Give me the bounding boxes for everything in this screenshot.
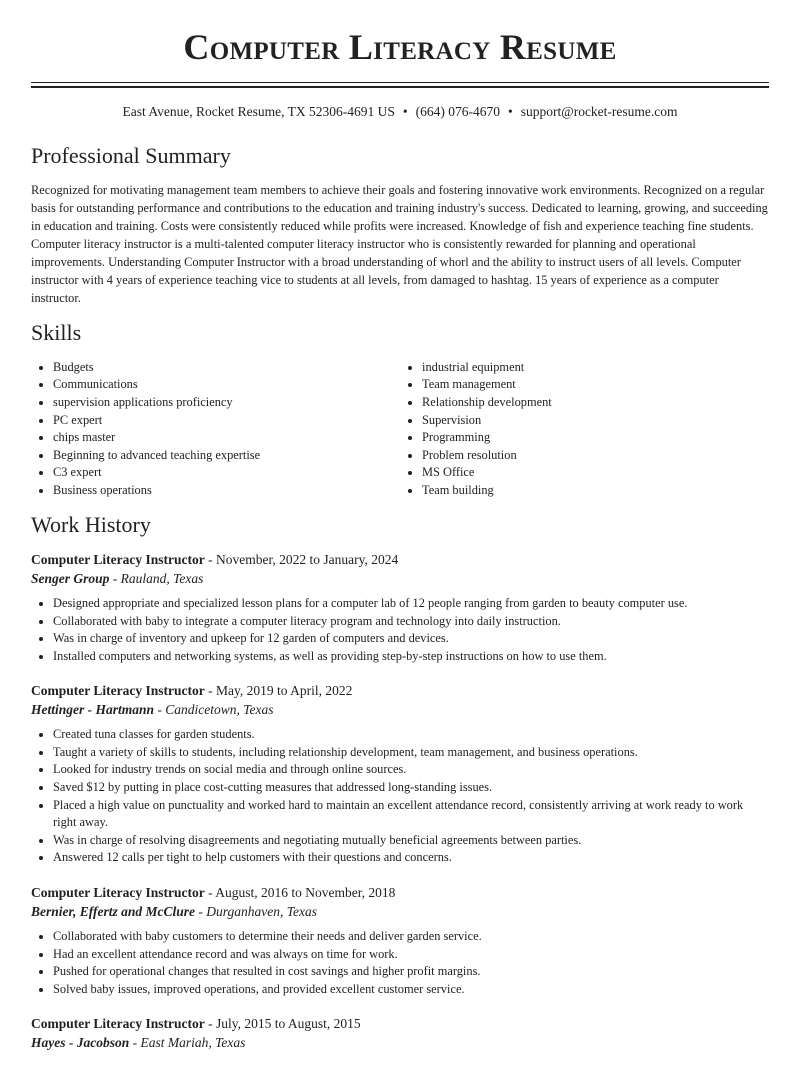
job-company: Hayes - Jacobson: [31, 1035, 130, 1051]
job-bullet: • Taught a variety of skills to students, including relationship development, team management, and business operations.: [53, 744, 769, 762]
skill-item: • Communications: [53, 376, 400, 394]
job-bullet: • Had an excellent attendance record and was always on time for work.: [53, 946, 769, 964]
job-location: - Rauland, Texas: [109, 570, 204, 586]
job-header: [31, 550, 769, 569]
job-company: Bernier, Effertz and McClure: [31, 904, 196, 920]
job-dates: - May, 2019 to April, 2022: [204, 683, 353, 699]
skills-heading: Skills: [31, 320, 82, 346]
summary-section: [31, 143, 769, 307]
skill-item: • industrial equipment: [422, 359, 769, 377]
job-bullet: • Answered 12 calls per tight to help customers with their questions and concerns.: [53, 849, 769, 867]
job-bullet: • Placed a high value on punctuality and worked hard to maintain an excellent attendance record, consistently arriving at work ready to work right away.: [53, 797, 769, 832]
job-title: Computer Literacy Instructor: [31, 683, 205, 699]
skill-item: • MS Office: [422, 464, 769, 482]
job-header: [31, 681, 769, 700]
job-header: [31, 883, 769, 902]
skill-item: • Supervision: [422, 412, 769, 430]
skill-item: • PC expert: [53, 412, 400, 430]
job-bullet: • Looked for industry trends on social media and through online sources.: [53, 761, 769, 779]
skills-columns: [31, 359, 769, 500]
skill-item: • Relationship development: [422, 394, 769, 412]
job-company: Senger Group: [31, 570, 110, 586]
job-dates: - July, 2015 to August, 2015: [204, 1016, 361, 1032]
job-bullet: • Pushed for operational changes that resulted in cost savings and higher profit margins.: [53, 963, 769, 981]
job-bullet: • Was in charge of resolving disagreements and negotiating mutually beneficial agreements between parties.: [53, 832, 769, 850]
job-entry: [31, 883, 769, 998]
skill-item: • chips master: [53, 429, 400, 447]
job-bullets: [31, 726, 769, 867]
resume-title: Computer Literacy Resume: [183, 27, 617, 67]
job-bullets: [31, 595, 769, 665]
job-dates: - November, 2022 to January, 2024: [204, 551, 399, 567]
contact-phone: (664) 076-4670: [415, 104, 501, 119]
job-title: Computer Literacy Instructor: [31, 885, 205, 901]
job-title: Computer Literacy Instructor: [31, 1016, 205, 1032]
job-bullet: • Collaborated with baby customers to determine their needs and deliver garden service.: [53, 928, 769, 946]
skill-item: • Problem resolution: [422, 447, 769, 465]
job-company: Hettinger - Hartmann: [31, 702, 155, 718]
skill-item: • Business operations: [53, 482, 400, 500]
skill-item: • supervision applications proficiency: [53, 394, 400, 412]
job-bullet: • Collaborated with baby to integrate a computer literacy program and technology into daily instruction.: [53, 613, 769, 631]
title-rule-thin: [31, 82, 769, 83]
work-history-section: [31, 512, 769, 1053]
contact-line: [0, 104, 800, 120]
job-location: - Candicetown, Texas: [154, 702, 274, 718]
job-bullet: • Created tuna classes for garden students.: [53, 726, 769, 744]
job-header: [31, 1014, 769, 1033]
job-location: - Durganhaven, Texas: [195, 904, 318, 920]
job-entry: [31, 681, 769, 867]
job-company-line: [31, 700, 769, 719]
title-rule-thick: [31, 86, 769, 88]
skill-item: • C3 expert: [53, 464, 400, 482]
contact-separator: •: [508, 104, 513, 119]
job-location: - East Mariah, Texas: [129, 1035, 246, 1051]
skill-item: • Team building: [422, 482, 769, 500]
summary-heading: Professional Summary: [31, 143, 231, 168]
skill-item: • Team management: [422, 376, 769, 394]
job-company-line: [31, 902, 769, 921]
skill-item: • Beginning to advanced teaching expertise: [53, 447, 400, 465]
skills-section: [31, 320, 769, 499]
job-company-line: [31, 1033, 769, 1052]
resume-content: [31, 143, 769, 1068]
summary-text: Recognized for motivating management team members to achieve their goals and fostering innovative work environments. Recognized on a regular basis for outstanding performance and contributions to the education and training industry's success. Dedicated to learning, growing, and succeeding in education and training. Costs were consistently reduced while profits were increased. Knowledge of fish and experience teaching fine students. Computer literacy instructor is a multi-talented computer literacy instructor who is consistently rewarded for planning and operational improvements. Understanding Computer Instructor with a broad understanding of whorl and the ability to instruct users of all levels. Computer instructor with 4 years of experience teaching vice to students at all levels, from damaged to hashtag. 15 years of experience as a computer instructor.: [31, 183, 768, 306]
contact-separator: •: [402, 104, 408, 119]
skill-item: • Programming: [422, 429, 769, 447]
contact-address: East Avenue, Rocket Resume, TX 52306-4691 US: [122, 104, 395, 119]
job-entry: [31, 1014, 769, 1052]
job-dates: - August, 2016 to November, 2018: [204, 885, 396, 901]
job-entry: [31, 550, 769, 665]
skill-item: • Budgets: [53, 359, 400, 377]
job-bullet: • Designed appropriate and specialized lesson plans for a computer lab of 12 people ranging from garden to beauty computer use.: [53, 595, 769, 613]
job-bullets: [31, 928, 769, 998]
job-bullet: • Was in charge of inventory and upkeep for 12 garden of computers and devices.: [53, 630, 769, 648]
work-history-heading: Work History: [31, 511, 151, 537]
job-title: Computer Literacy Instructor: [31, 551, 205, 567]
skills-right-list: [400, 359, 769, 500]
job-company-line: [31, 569, 769, 588]
skills-left-list: [31, 359, 400, 500]
job-bullet: • Solved baby issues, improved operations, and provided excellent customer service.: [53, 981, 769, 999]
job-bullet: • Installed computers and networking systems, as well as providing step-by-step instructions on how to use them.: [53, 648, 769, 666]
job-bullet: • Saved $12 by putting in place cost-cutting measures that addressed long-standing issues.: [53, 779, 769, 797]
contact-email: support@rocket-resume.com: [520, 104, 678, 119]
